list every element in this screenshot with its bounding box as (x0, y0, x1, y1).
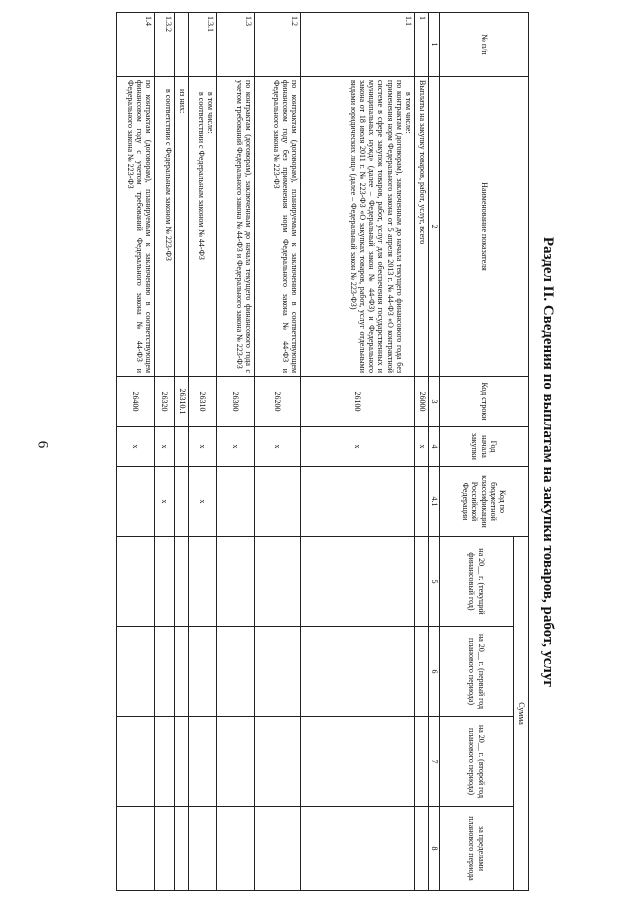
row-year: х (255, 427, 301, 467)
row-name-intro: в том числе: (404, 92, 413, 134)
row-y1 (189, 537, 217, 627)
row-y2 (155, 627, 175, 717)
row-name-intro: в том числе: (206, 92, 215, 134)
col-number: 2 (429, 77, 440, 377)
row-y1 (415, 537, 429, 627)
row-y2 (255, 627, 301, 717)
row-name: по контрактам (договорам), планируемым к заключению в соответствующем финансовом году без применения норм Федерального закона № 44-ФЗ и Федерального закона № 223-ФЗ (255, 77, 301, 377)
col-number: 1 (429, 13, 440, 77)
row-y1 (255, 537, 301, 627)
row-y1 (217, 537, 255, 627)
row-year: х (301, 427, 415, 467)
column-number-row (429, 13, 440, 891)
header-num: № п/п (440, 13, 529, 77)
col-number: 6 (429, 627, 440, 717)
row-kbk (117, 467, 155, 537)
row-y4 (117, 807, 155, 891)
row-num (175, 13, 189, 77)
row-y2 (301, 627, 415, 717)
row-name: по контрактам (договорам), планируемым к заключению в соответствующем финансовом году с учетом требований Федерального закона № 44-ФЗ и Федерального закона № 223-ФЗ (117, 77, 155, 377)
table-row (301, 13, 415, 891)
row-y3 (175, 717, 189, 807)
row-num: 1.3.2 (155, 13, 175, 77)
row-y1 (117, 537, 155, 627)
row-y1 (175, 537, 189, 627)
header-code: Код строки (440, 377, 529, 427)
row-y3 (217, 717, 255, 807)
row-y2 (117, 627, 155, 717)
row-y3 (255, 717, 301, 807)
table-row (117, 13, 155, 891)
row-num: 1.4 (117, 13, 155, 77)
row-y4 (175, 807, 189, 891)
row-y3 (415, 717, 429, 807)
row-year: х (415, 427, 429, 467)
col-number: 3 (429, 377, 440, 427)
row-y3 (189, 717, 217, 807)
row-name-body: в соответствии с Федеральным законом № 44-ФЗ (196, 92, 206, 260)
row-y2 (175, 627, 189, 717)
row-num: 1.3 (217, 13, 255, 77)
header-name: Наименование показателя (440, 77, 529, 377)
row-kbk (255, 467, 301, 537)
table-row (217, 13, 255, 891)
row-year: х (117, 427, 155, 467)
header-y2: на 20__ г. (первый год планового периода) (440, 627, 514, 717)
header-row-1 (514, 13, 529, 891)
row-y1 (301, 537, 415, 627)
row-year: х (155, 427, 175, 467)
row-name-body: по контрактам (договорам), заключенным до начала текущего финансового года без применения норм Федерального закона от 5 апреля 2013 г. № 44-ФЗ «О контрактной системе в сфере закупок товаров, работ, услуг для обеспечения государственных и муниципальных нужд» (далее – Федеральный закон № 44-ФЗ) и Федерального закона от 18 июля 2011 г. № 223-ФЗ «О закупках товаров, работ, услуг отдельными видами юридических лиц» (далее – Федеральный закон № 223-ФЗ) (348, 80, 404, 373)
row-year (175, 427, 189, 467)
header-year: Год начала закупки (440, 427, 529, 467)
row-y3 (301, 717, 415, 807)
row-kbk: х (155, 467, 175, 537)
row-y2 (189, 627, 217, 717)
row-kbk (217, 467, 255, 537)
header-sum: Сумма (514, 537, 529, 891)
row-year: х (217, 427, 255, 467)
row-y3 (155, 717, 175, 807)
col-number: 8 (429, 807, 440, 891)
row-y2 (217, 627, 255, 717)
row-year: х (189, 427, 217, 467)
col-number: 4.1 (429, 467, 440, 537)
row-y3 (117, 717, 155, 807)
row-y4 (217, 807, 255, 891)
row-name: из них: (175, 77, 189, 377)
row-num: 1.3.1 (189, 13, 217, 77)
table-row (189, 13, 217, 891)
row-code: 26000 (415, 377, 429, 427)
row-num: 1 (415, 13, 429, 77)
page-number: 6 (34, 440, 51, 449)
row-y2 (415, 627, 429, 717)
col-number: 5 (429, 537, 440, 627)
col-number: 7 (429, 717, 440, 807)
row-name: в соответствии с Федеральным законом № 223-ФЗ (155, 77, 175, 377)
row-code: 26300 (217, 377, 255, 427)
row-y1 (155, 537, 175, 627)
table-row (255, 13, 301, 891)
row-code: 26320 (155, 377, 175, 427)
header-y3: на 20__ г. (второй год планового периода) (440, 717, 514, 807)
row-code: 26200 (255, 377, 301, 427)
row-kbk (175, 467, 189, 537)
row-name: Выплаты на закупку товаров, работ, услуг, всего (415, 77, 429, 377)
col-number: 4 (429, 427, 440, 467)
row-kbk (415, 467, 429, 537)
row-code: 26310.1 (175, 377, 189, 427)
row-kbk (301, 467, 415, 537)
row-code: 26310 (189, 377, 217, 427)
row-y4 (189, 807, 217, 891)
row-num: 1.1 (301, 13, 415, 77)
row-name: по контрактам (договорам), заключенным до начала текущего финансового года с учетом требований Федерального закона № 44-ФЗ и Федерального закона № 223-ФЗ (217, 77, 255, 377)
row-kbk: х (189, 467, 217, 537)
row-code: 26100 (301, 377, 415, 427)
row-name (301, 77, 415, 377)
row-y4 (415, 807, 429, 891)
row-y4 (255, 807, 301, 891)
purchases-table (116, 12, 529, 891)
row-num: 1.2 (255, 13, 301, 77)
table-row (155, 13, 175, 891)
row-y4 (155, 807, 175, 891)
section-title: Раздел II. Сведения по выплатам на закупки товаров, работ, услуг (540, 236, 556, 688)
header-y4: за пределами планового периода (440, 807, 514, 891)
row-code: 26400 (117, 377, 155, 427)
table-row (175, 13, 189, 891)
header-kbk: Код по бюджетной классификации Российской Федерации (440, 467, 529, 537)
header-y1: на 20__ г. (текущий финансовый год) (440, 537, 514, 627)
table-row (415, 13, 429, 891)
row-name (189, 77, 217, 377)
row-y4 (301, 807, 415, 891)
